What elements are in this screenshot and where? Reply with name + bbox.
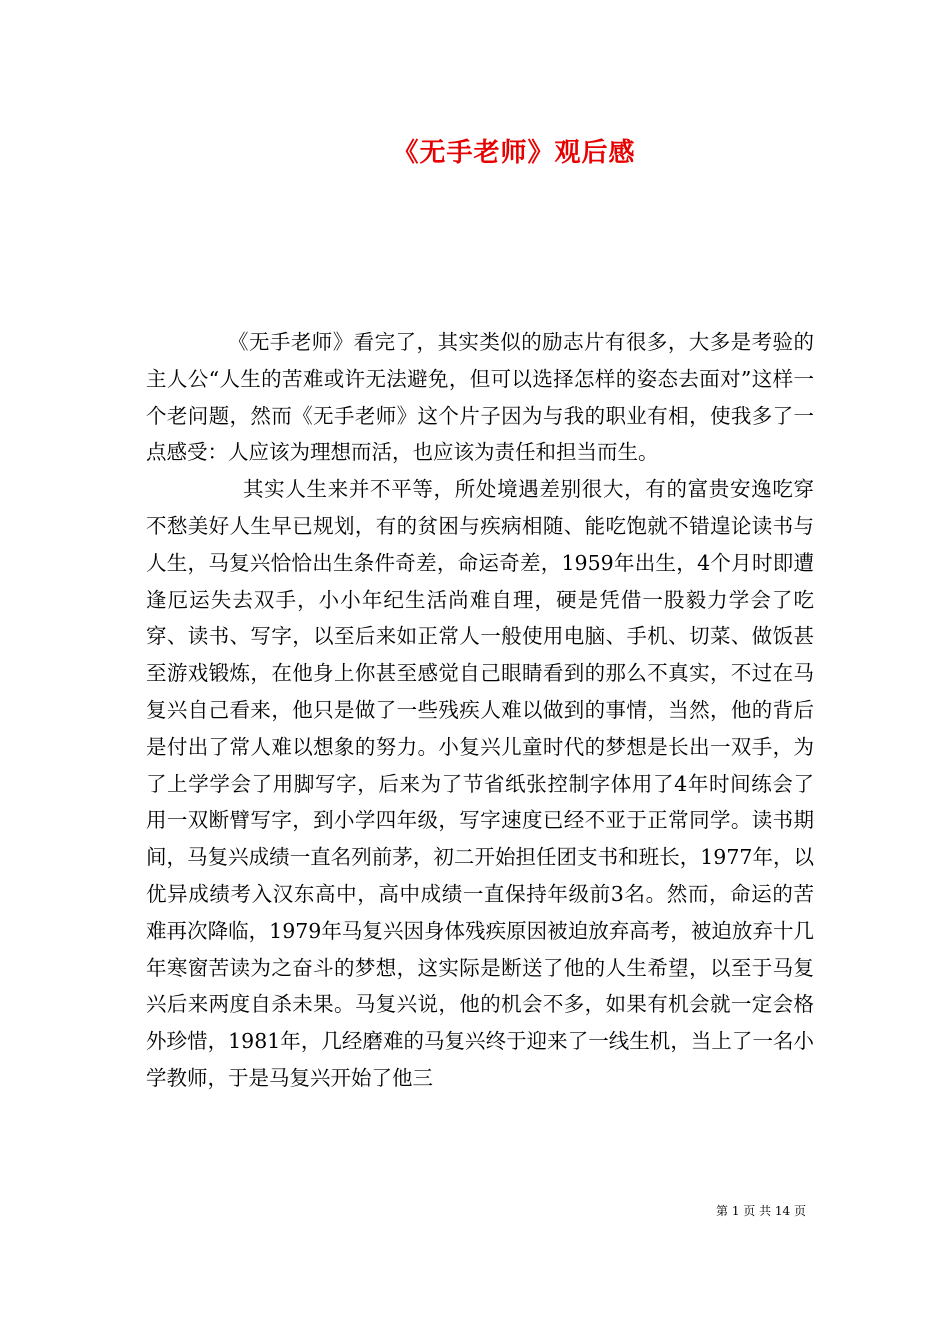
document-body <box>146 324 814 1097</box>
document-title: 《无手老师》观后感 <box>392 138 636 168</box>
paragraph-2: 其实人生来并不平等，所处境遇差别很大，有的富贵安逸吃穿不愁美好人生早已规划，有的贫困与疾病相随、能吃饱就不错遑论读书与人生，马复兴恰恰出生条件奇差，命运奇差，1959年出生，4个月时即遭逢厄运失去双手，小小年纪生活尚难自理，硬是凭借一股毅力学会了吃穿、读书、写字，以至后来如正常人一般使用电脑、手机、切菜、做饭甚至游戏锻炼，在他身上你甚至感觉自己眼睛看到的那么不真实，不过在马复兴自己看来，他只是做了一些残疾人难以做到的事情，当然，他的背后是付出了常人难以想象的努力。小复兴儿童时代的梦想是长出一双手，为了上学学会了用脚写字，后来为了节省纸张控制字体用了4年时间练会了用一双断臂写字，到小学四年级，写字速度已经不亚于正常同学。读书期间，马复兴成绩一直名列前茅，初二开始担任团支书和班长，1977年，以优异成绩考入汉东高中，高中成绩一直保持年级前3名。然而，命运的苦难再次降临，1979年马复兴因身体残疾原因被迫放弃高考，被迫放弃十几年寒窗苦读为之奋斗的梦想，这实际是断送了他的人生希望，以至于马复兴后来两度自杀未果。马复兴说，他的机会不多，如果有机会就一定会格外珍惜，1981年，几经磨难的马复兴终于迎来了一线生机，当上了一名小学教师，于是马复兴开始了他三 <box>146 477 814 1090</box>
page-number: 第 1 页 共 14 页 <box>716 1204 806 1218</box>
paragraph-1: 《无手老师》看完了，其实类似的励志片有很多，大多是考验的主人公“人生的苦难或许无法避免，但可以选择怎样的姿态去面对”这样一个老问题，然而《无手老师》这个片子因为与我的职业有相，使我多了一点感受：人应该为理想而活，也应该为责任和担当而生。 <box>146 330 814 465</box>
